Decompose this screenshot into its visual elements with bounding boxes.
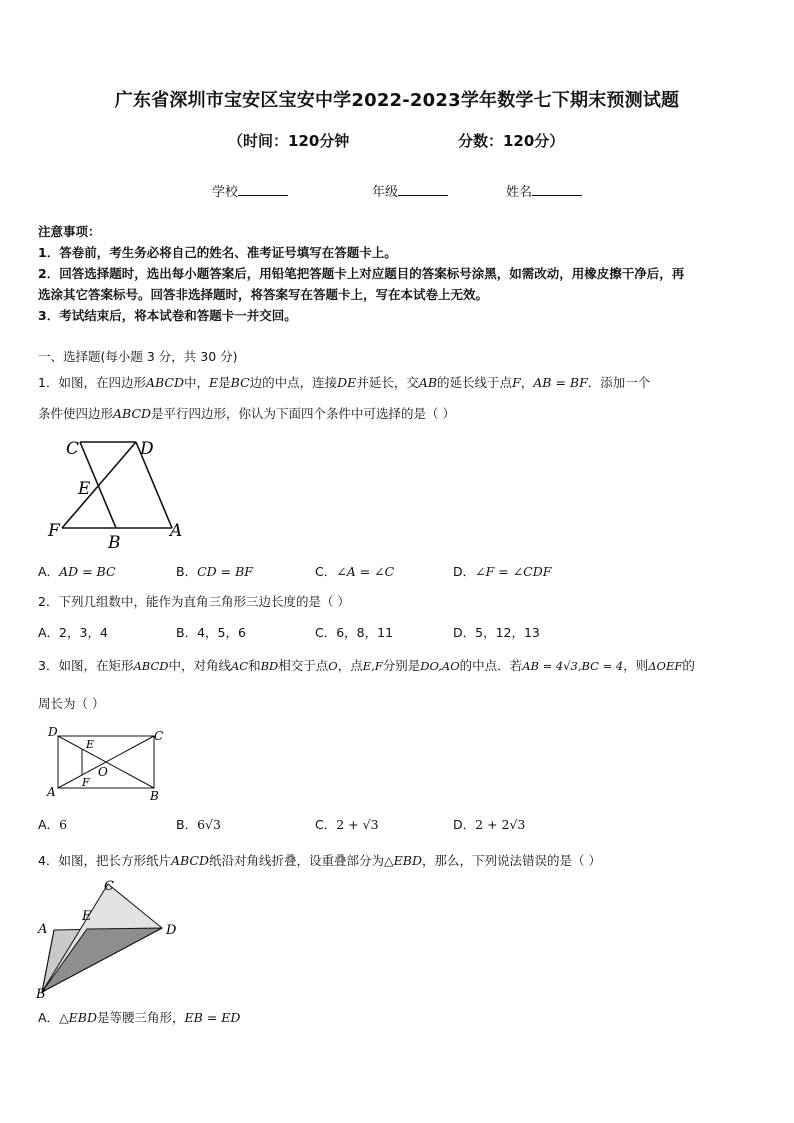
q3-label: F (82, 776, 90, 789)
grade-field[interactable] (372, 181, 448, 200)
option-math: CD = BF (197, 564, 253, 579)
q4-label: D (166, 923, 177, 938)
option-math: 6 (59, 817, 68, 832)
q1-text: 是平行四边形，你认为下面四个条件中可选择的是（ ） (151, 406, 456, 421)
q1-label: B (108, 533, 121, 552)
option-d[interactable]: D．5，12，13 (453, 625, 540, 640)
q1-label: F (48, 521, 60, 541)
option-c[interactable] (315, 562, 394, 580)
option-math: △EBD (59, 1010, 98, 1025)
option-math: 6√3 (197, 817, 221, 832)
q3-math: E,F (362, 659, 383, 673)
school-field[interactable] (212, 181, 288, 200)
q1-math: BC (230, 375, 250, 390)
q1-math: DE (337, 375, 357, 390)
notice-item: 1．答卷前，考生务必将自己的姓名、准考证号填写在答题卡上。 (38, 245, 397, 260)
question-2-stem: 2．下列几组数中，能作为直角三角形三边长度的是（ ） (38, 594, 350, 609)
option-math: AD = BC (59, 564, 116, 579)
question-4-stem (38, 851, 601, 871)
option-a[interactable]: A．2，3，4 (38, 625, 108, 640)
q3-text: 3．如图，在矩形 (38, 658, 134, 673)
notice-heading: 注意事项： (38, 224, 101, 239)
option-math: ∠A = ∠C (336, 564, 395, 579)
q1-label: A (170, 521, 183, 541)
grade-blank[interactable] (398, 183, 448, 196)
option-a[interactable] (38, 1008, 240, 1026)
q1-text: 中， (184, 375, 210, 390)
q3-text: 中，对角线 (168, 658, 231, 673)
q4-figure (34, 874, 194, 1002)
q3-label: E (86, 738, 95, 751)
q1-text: 并延长，交 (356, 375, 419, 390)
q4-label: B (36, 987, 46, 1002)
notice-item: 2．回答选择题时，选出每小题答案后，用铅笔把答题卡上对应题目的答案标号涂黑，如需改动，用橡皮擦干净后，再 (38, 266, 685, 281)
q3-label: D (48, 725, 58, 739)
q1-text: 条件使四边形 (38, 406, 114, 421)
q3-math: ABCD (133, 659, 169, 673)
exam-title: 广东省深圳市宝安区宝安中学2022-2023学年数学七下期末预测试题 (114, 90, 680, 111)
option-a[interactable] (38, 562, 116, 580)
q1-text: ， (520, 375, 534, 390)
option-d[interactable] (453, 562, 551, 580)
q1-text: 的延长线于点 (437, 375, 513, 390)
q3-label: C (154, 729, 164, 743)
school-blank[interactable] (238, 183, 288, 196)
option-c[interactable] (315, 815, 379, 833)
option-math: ∠F = ∠CDF (475, 564, 552, 579)
question-1-line-1 (38, 373, 650, 393)
option-letter: D． (453, 564, 476, 579)
option-d[interactable] (453, 815, 525, 833)
grade-label: 年级 (372, 185, 399, 200)
q4-label: C (104, 879, 114, 894)
option-letter: B． (176, 817, 198, 832)
q1-text: 边的中点，连接 (249, 375, 338, 390)
q4-text: 4．如图，把长方形纸片 (38, 853, 171, 868)
q3-math: AC (230, 659, 249, 673)
q1-label: E (78, 479, 91, 499)
name-blank[interactable] (532, 183, 582, 196)
name-field[interactable] (506, 181, 582, 200)
option-letter: C． (315, 817, 337, 832)
option-math: 2 + √3 (336, 817, 379, 832)
option-letter: A． (38, 817, 60, 832)
q1-label: C (66, 439, 80, 459)
question-1-line-2 (38, 404, 455, 424)
option-a[interactable] (38, 815, 67, 833)
q3-text: ，点 (337, 658, 363, 673)
q4-math: △EBD (384, 853, 422, 868)
q4-label: E (82, 909, 92, 924)
q4-math: ABCD (170, 853, 209, 868)
q1-figure (44, 432, 194, 552)
notice-item: 选涂其它答案标号。回答非选择题时，将答案写在答题卡上，写在本试卷上无效。 (38, 287, 489, 302)
q3-text: ，则 (623, 658, 649, 673)
q3-math: AB = 4√3,BC = 4 (522, 659, 624, 673)
option-letter: B． (176, 564, 198, 579)
option-b[interactable] (176, 562, 253, 580)
option-letter: A． (38, 1010, 60, 1025)
q4-text: ，那么，下列说法错误的是（ ） (421, 853, 601, 868)
option-letter: D． (453, 817, 476, 832)
q3-label: O (98, 765, 108, 779)
q3-math: BD (260, 659, 279, 673)
option-letter: A． (38, 564, 60, 579)
q3-label: B (150, 789, 159, 803)
q3-math: ΔOEF (648, 659, 683, 673)
q3-label: A (47, 785, 56, 799)
name-label: 姓名 (506, 185, 533, 200)
question-3-line-1 (38, 656, 695, 676)
q4-text: 纸沿对角线折叠，设重叠部分为 (209, 853, 385, 868)
q3-figure (44, 722, 174, 804)
q1-text: ．添加一个 (587, 375, 651, 390)
option-b[interactable]: B．4，5，6 (176, 625, 246, 640)
q3-text: 和 (248, 658, 261, 673)
question-3-line-2: 周长为（ ） (38, 696, 105, 711)
time-limit: （时间：120分钟 (228, 132, 350, 150)
total-score: 分数：120分） (458, 132, 565, 150)
q1-text: 1．如图，在四边形 (38, 375, 146, 390)
q1-text: 是 (218, 375, 231, 390)
q3-math: DO,AO (420, 659, 460, 673)
q4-label: A (38, 922, 48, 937)
q1-math: E (209, 375, 219, 390)
option-letter: C． (315, 564, 337, 579)
option-text: 是等腰三角形， (97, 1010, 185, 1025)
option-math: EB = ED (184, 1010, 241, 1025)
notice-item: 3．考试结束后，将本试卷和答题卡一并交回。 (38, 308, 297, 323)
q3-text: 的 (682, 658, 695, 673)
q1-label: D (140, 439, 154, 459)
q3-text: 的中点．若 (459, 658, 523, 673)
option-b[interactable] (176, 815, 221, 833)
option-math: 2 + 2√3 (475, 817, 526, 832)
q1-math: AB = BF (533, 375, 588, 390)
school-label: 学校 (212, 185, 239, 200)
q1-math: AB (418, 375, 438, 390)
section-heading: 一、选择题(每小题 3 分，共 30 分) (38, 349, 238, 364)
q3-math: O (328, 659, 338, 673)
q1-math: ABCD (113, 406, 152, 421)
q1-math: ABCD (145, 375, 184, 390)
q3-text: 相交于点 (278, 658, 329, 673)
q1-math: F (512, 375, 521, 390)
q3-text: 分别是 (382, 658, 421, 673)
option-c[interactable]: C．6，8，11 (315, 625, 394, 640)
